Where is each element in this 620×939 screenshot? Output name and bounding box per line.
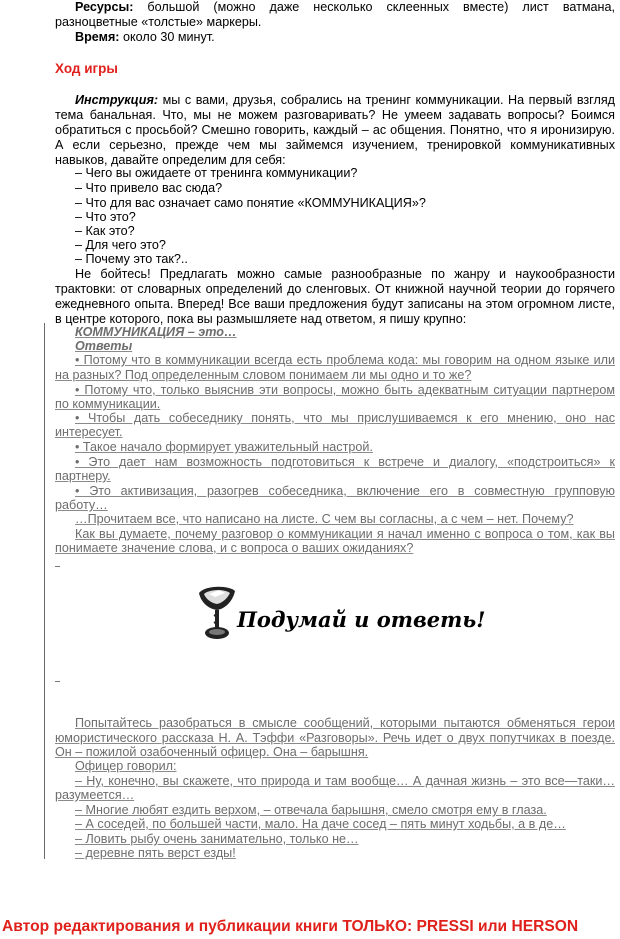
question-item: – Что привело вас сюда?: [75, 181, 223, 195]
instruction-line: А если серьезно, прежде чем мы займемся изучением, тренировкой коммуникативных: [55, 138, 615, 152]
instruction-line-1: Инструкция: мы с вами, друзья, собрались на тренинг коммуникации. На первый взгляд: [75, 93, 615, 107]
dialogue-line: – Многие любят ездить верхом, – отвечала барышня, смело смотря ему в глаза.: [75, 803, 547, 817]
dash-mark: [55, 681, 60, 682]
answer-line: • Это дает нам возможность подготовиться к встрече и диалогу, «подстроиться» к: [75, 455, 615, 469]
encourage-line: ежедневного опыта. Вперед! Все ваши предложения будут записаны на этом огромном листе,: [55, 297, 615, 311]
answer-line: по коммуникации.: [55, 397, 161, 411]
teffi-line: Он – пожилой озабоченный офицер. Она – барышня.: [55, 745, 369, 759]
teffi-line: юмористического рассказа Н. А. Тэффи «Разговоры». Речь идет о двух попутчиках в поезде.: [55, 731, 615, 745]
communication-title: КОММУНИКАЦИЯ – это…: [75, 325, 237, 339]
why-question-line: понимаете значение слова, и с вопроса о ваших ожиданиях?: [55, 541, 414, 555]
answer-line: интересует.: [55, 425, 123, 439]
answer-line: • Потому что, только выяснив эти вопросы, можно быть адекватным ситуации партнером: [75, 383, 615, 397]
dialogue-line: – Ну, конечно, вы скажете, что природа и там вообще… А дачная жизнь – это все—таки…: [75, 774, 615, 788]
teffi-line: Попытайтесь разобраться в смысле сообщений, которыми пытаются обменяться герои: [75, 716, 615, 730]
answer-line: • Это активизация, разогрев собеседника, включение его в совместную групповую: [75, 484, 615, 498]
margin-rule: [44, 323, 45, 859]
answer-line: работу…: [55, 498, 108, 512]
encourage-line: трактовки: от словарных определений до сленговых. От книжной научной теории до горячего: [55, 282, 615, 296]
banner-svg: [195, 585, 485, 645]
answer-line: • Потому что в коммуникации всегда есть проблема кода: мы говорим на одном языке или: [75, 353, 615, 367]
why-question-line: Как вы думаете, почему разговор о коммуникации я начал именно с вопроса о том, как вы: [75, 527, 615, 541]
think-and-answer-banner: [195, 585, 485, 645]
resources-line-2: разноцветные «толстые» маркеры.: [55, 15, 262, 29]
question-item: – Что для вас означает само понятие «КОММУНИКАЦИЯ»?: [75, 196, 426, 210]
dash-mark: [55, 566, 60, 567]
answer-line: партнеру.: [55, 469, 111, 483]
dialogue-line: – деревне пять верст езды!: [75, 846, 236, 860]
footer-notice: Автор редактирования и публикации книги ТОЛЬКО: PRESSI или HERSON: [2, 918, 579, 935]
answer-line: • Такое начало формирует уважительный настрой.: [75, 440, 373, 454]
resources-line-1: Ресурсы: большой (можно даже несколько склеенных вместе) лист ватмана,: [75, 0, 615, 14]
encourage-line: Не бойтесь! Предлагать можно самые разнообразные по жанру и наукообразности: [75, 267, 615, 281]
instruction-line: тема банальная. Что, мы не можем разговаривать? Не умеем задавать вопросы? Боимся: [55, 108, 615, 122]
dialogue-line: – А соседей, по большей части, мало. На даче сосед – пять минут ходьбы, а в де…: [75, 817, 566, 831]
dialogue-line: разумеется…: [55, 788, 135, 802]
question-item: – Для чего это?: [75, 238, 166, 252]
answer-line: на разных? Под определенным словом понимаем ли мы одно и то же?: [55, 368, 472, 382]
instruction-line: навыков, давайте определим для себя:: [55, 153, 286, 167]
question-item: – Как это?: [75, 224, 135, 238]
encourage-line: в центре которого, пока вы размышляете над ответом, я пишу крупно:: [55, 312, 467, 326]
question-item: – Что это?: [75, 210, 136, 224]
dialogue-line: – Ловить рыбу очень занимательно, только не…: [75, 832, 359, 846]
question-item: – Почему это так?..: [75, 252, 188, 266]
officer-line: Офицер говорил:: [75, 759, 177, 773]
time-line: Время: около 30 минут.: [75, 30, 215, 44]
banner-text: Подумай и ответь!: [237, 607, 485, 632]
chalice-icon: [199, 587, 235, 639]
question-item: – Чего вы ожидаете от тренинга коммуникации?: [75, 166, 358, 180]
answer-line: • Чтобы дать собеседнику понять, что мы прислушиваемся к его мнению, оно нас: [75, 411, 615, 425]
instruction-line: обратиться с просьбой? Смешно говорить, каждый – ас общения. Понятно, что я иронизирую.: [55, 123, 615, 137]
section-title: Ход игры: [55, 61, 118, 76]
read-all-line: …Прочитаем все, что написано на листе. С чем вы согласны, а с чем – нет. Почему?: [75, 512, 574, 526]
answers-title: Ответы: [75, 339, 133, 353]
